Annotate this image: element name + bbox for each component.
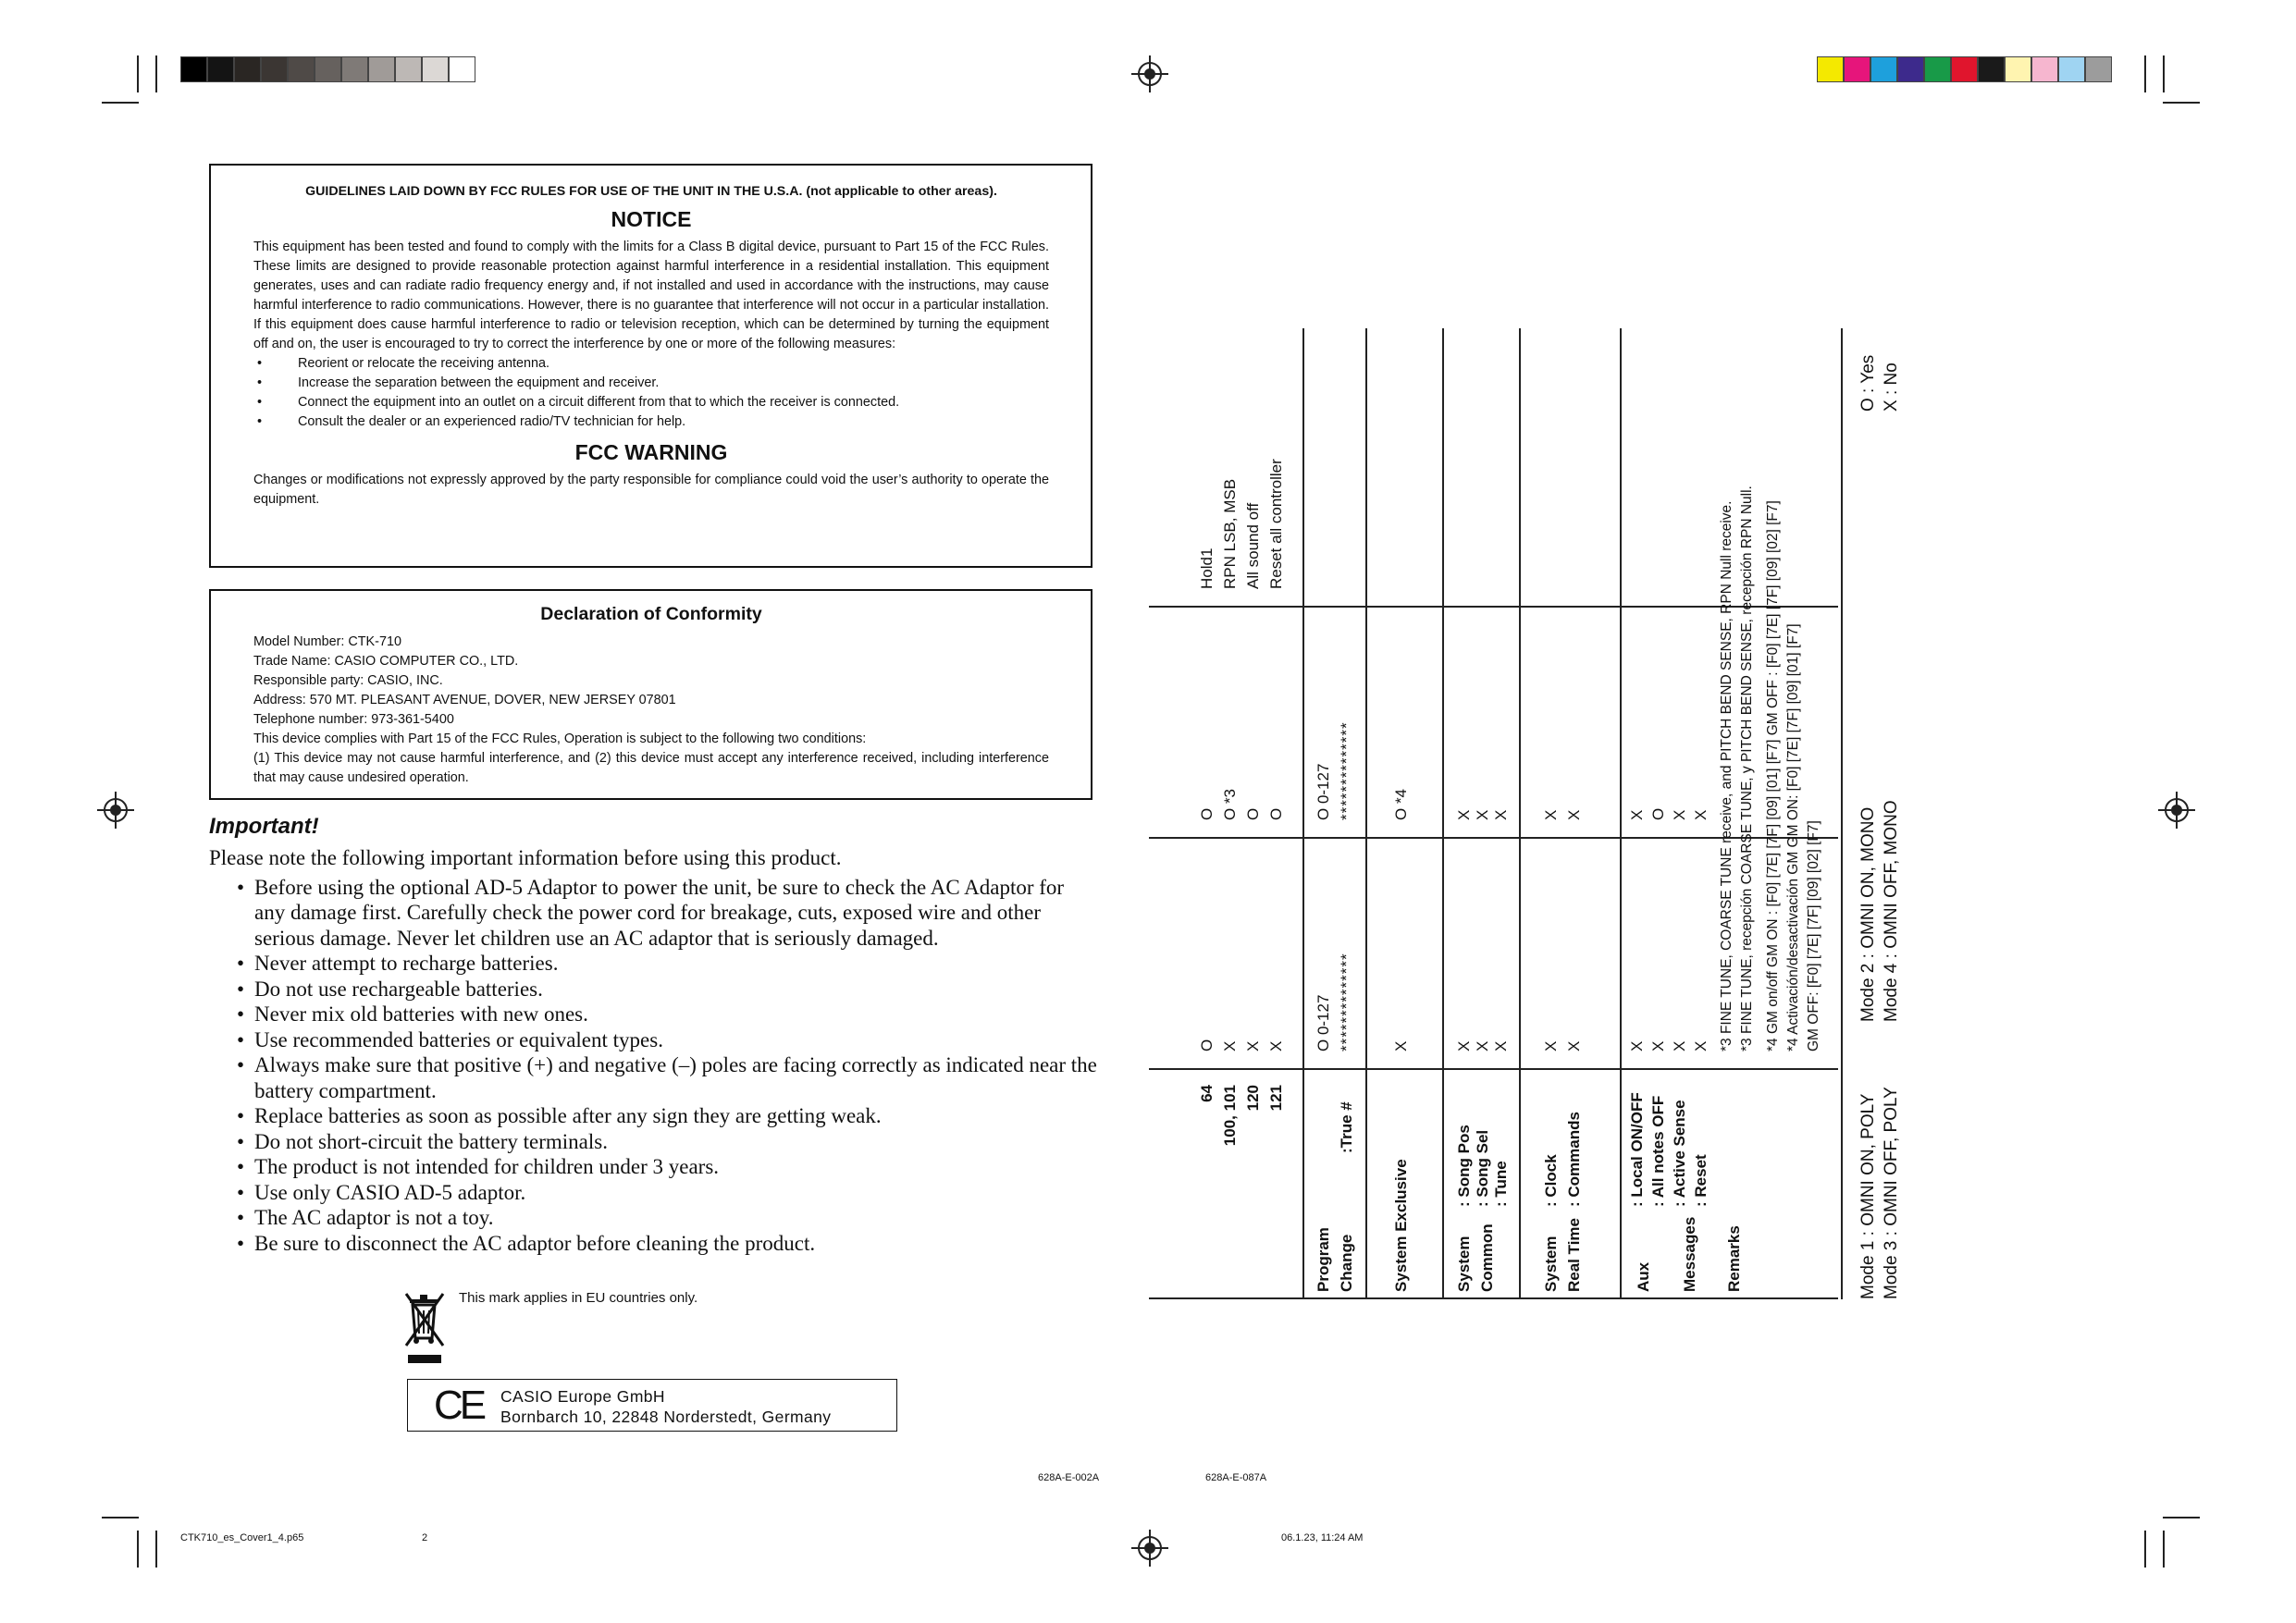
mode-legend: Mode 3 : OMNI OFF, POLY — [1882, 1087, 1901, 1299]
color-swatch — [2058, 56, 2085, 82]
crop-mark — [102, 1517, 139, 1518]
system-real-time-label: Real Time — [1565, 1217, 1583, 1292]
registration-mark-right — [2165, 798, 2189, 822]
program-change-sub: :True # — [1338, 1101, 1355, 1153]
no-legend: X : No — [1882, 363, 1901, 412]
aux-label: Messages — [1681, 1216, 1698, 1292]
fcc-notice-box — [209, 164, 1092, 568]
chart-row-divider — [1841, 328, 1843, 1299]
program-transmitted-range: ************** — [1338, 953, 1355, 1051]
control-remark: Reset all controller — [1267, 459, 1285, 589]
list-item: • Do not short-circuit the battery terminals. — [209, 1129, 1097, 1155]
system-exclusive-label: System Exclusive — [1392, 1159, 1410, 1292]
control-recognized: O — [1267, 807, 1285, 820]
yes-legend: O : Yes — [1858, 354, 1878, 412]
color-swatch — [1817, 56, 1844, 82]
program-transmitted: O 0-127 — [1315, 994, 1332, 1051]
color-swatch — [1897, 56, 1924, 82]
control-remark: Hold1 — [1198, 547, 1216, 589]
control-transmitted: X — [1221, 1040, 1239, 1051]
system-real-time-label: System — [1542, 1236, 1560, 1292]
system-common-recognized: X — [1455, 809, 1473, 820]
program-change-label: Change — [1338, 1234, 1355, 1292]
chart-row-divider — [1365, 328, 1367, 1299]
aux-transmitted: X — [1649, 1040, 1667, 1051]
crop-mark — [2163, 55, 2165, 92]
system-real-time-sub: : Clock — [1542, 1154, 1560, 1207]
system-common-sub: : Song Pos — [1455, 1125, 1473, 1207]
aux-transmitted: X — [1671, 1040, 1688, 1051]
fcc-guidelines-heading: GUIDELINES LAID DOWN BY FCC RULES FOR USE OF THE UNIT IN THE U.S.A. (not applicable to other areas). — [305, 184, 997, 199]
measure-item: • Connect the equipment into an outlet on a circuit different from that to which the receiver is connected. — [253, 393, 1049, 412]
aux-recognized: O — [1649, 807, 1667, 820]
system-real-time-sub: : Commands — [1565, 1112, 1583, 1207]
program-change-label: Program — [1315, 1227, 1332, 1292]
system-common-sub: : Song Sel — [1474, 1129, 1491, 1207]
footer-page-number: 2 — [422, 1532, 428, 1543]
remark-line: *4 GM on/off GM ON : [F0] [7E] [7F] [09] [01] [F7] GM OFF : [F0] [7E] [7F] [09] [02] [F7] — [1765, 500, 1781, 1051]
declaration-conditions: (1) This device may not cause harmful interference, and (2) this device must accept any interference received, including interference that may cause undesired operation. — [253, 751, 1049, 785]
measure-item: • Increase the separation between the equipment and receiver. — [253, 374, 1049, 393]
color-swatch — [2085, 56, 2112, 82]
aux-recognized: X — [1692, 809, 1710, 820]
system-common-recognized: X — [1474, 809, 1491, 820]
crop-mark — [2163, 1531, 2165, 1568]
weee-bin-icon — [404, 1290, 447, 1368]
color-swatch — [234, 56, 261, 82]
chart-row-divider — [1302, 328, 1304, 1299]
aux-sub: : Local ON/OFF — [1628, 1092, 1646, 1207]
control-recognized: O — [1198, 807, 1216, 820]
sysex-recognized: O *4 — [1392, 788, 1410, 820]
crop-mark — [155, 1531, 157, 1568]
system-common-recognized: X — [1492, 809, 1510, 820]
color-swatch — [341, 56, 368, 82]
remark-line: GM OFF: [F0] [7E] [7F] [09] [02] [F7] — [1806, 820, 1821, 1051]
important-title: Important! — [209, 814, 319, 839]
color-swatch — [1844, 56, 1870, 82]
system-common-label: System — [1455, 1236, 1473, 1292]
aux-sub: : Reset — [1692, 1154, 1710, 1207]
measure-item: • Consult the dealer or an experienced radio/TV technician for help. — [253, 412, 1049, 432]
color-swatch — [395, 56, 422, 82]
list-item: • Do not use rechargeable batteries. — [209, 977, 1097, 1002]
program-recognized: O 0-127 — [1315, 763, 1332, 820]
control-number: 64 — [1198, 1085, 1216, 1102]
system-common-label: Common — [1478, 1223, 1496, 1292]
chart-column-divider — [1149, 1068, 1838, 1070]
color-swatch — [368, 56, 395, 82]
system-real-time-recognized: X — [1565, 809, 1583, 820]
list-item: • Never attempt to recharge batteries. — [209, 951, 1097, 977]
registration-mark-bottom — [1138, 1536, 1162, 1560]
color-swatch — [207, 56, 234, 82]
important-section — [209, 814, 1097, 1256]
remarks-label: Remarks — [1725, 1225, 1743, 1292]
aux-sub: : All notes OFF — [1649, 1095, 1667, 1207]
declaration-line: Trade Name: CASIO COMPUTER CO., LTD. — [253, 654, 519, 669]
control-transmitted: O — [1198, 1039, 1216, 1051]
color-swatch — [1870, 56, 1897, 82]
aux-transmitted: X — [1628, 1040, 1646, 1051]
crop-mark — [2144, 55, 2146, 92]
aux-recognized: X — [1671, 809, 1688, 820]
crop-mark — [155, 55, 157, 92]
aux-transmitted: X — [1692, 1040, 1710, 1051]
control-transmitted: X — [1244, 1040, 1262, 1051]
ce-mark: CE — [434, 1383, 484, 1428]
list-item: • Use only CASIO AD-5 adaptor. — [209, 1180, 1097, 1206]
system-real-time-transmitted: X — [1542, 1040, 1560, 1051]
grayscale-color-bar — [180, 56, 475, 82]
control-number: 120 — [1244, 1085, 1262, 1112]
ce-address-line: CASIO Europe GmbH — [500, 1387, 665, 1406]
aux-sub: : Active Sense — [1671, 1100, 1688, 1207]
color-swatch — [2031, 56, 2058, 82]
declaration-of-conformity-box — [209, 589, 1092, 800]
color-swatch — [315, 56, 341, 82]
control-transmitted: X — [1267, 1040, 1285, 1051]
chart-row-divider — [1620, 328, 1622, 1299]
process-color-bar — [1817, 56, 2112, 82]
declaration-line: Telephone number: 973-361-5400 — [253, 712, 454, 727]
ce-manufacturer-box — [407, 1379, 897, 1432]
declaration-line: Responsible party: CASIO, INC. — [253, 673, 443, 688]
measure-item: • Reorient or relocate the receiving antenna. — [253, 354, 1049, 374]
ce-address-line: Bornbarch 10, 22848 Norderstedt, Germany — [500, 1408, 832, 1426]
crop-mark — [102, 102, 139, 104]
control-recognized: O — [1244, 807, 1262, 820]
system-common-transmitted: X — [1492, 1040, 1510, 1051]
system-real-time-recognized: X — [1542, 809, 1560, 820]
declaration-title: Declaration of Conformity — [540, 604, 762, 624]
list-item: • Never mix old batteries with new ones. — [209, 1002, 1097, 1027]
footer-filename: CTK710_es_Cover1_4.p65 — [180, 1532, 304, 1543]
aux-label: Aux — [1635, 1261, 1652, 1292]
footer-timestamp: 06.1.23, 11:24 AM — [1281, 1532, 1364, 1543]
fcc-warning-text: Changes or modifications not expressly approved by the party responsible for compliance could void the user’s authority to operate the equipment. — [253, 473, 1049, 507]
control-remark: All sound off — [1244, 502, 1262, 589]
color-swatch — [1978, 56, 2005, 82]
list-item: • Before using the optional AD-5 Adaptor to power the unit, be sure to check the AC Adaptor for any damage first. Carefully check the power cord for breakage, cuts, exposed wire and other serious damage. Never let children use an AC adaptor that is seriously damaged. — [209, 875, 1097, 952]
mode-legend: Mode 4 : OMNI OFF, MONO — [1882, 800, 1901, 1022]
notice-text: This equipment has been tested and found to comply with the limits for a Class B digital device, pursuant to Part 15 of the FCC Rules. These limits are designed to provide reasonable protection against harmful interference in a residential installation. This equipment generates, uses and can radiate radio frequency energy and, if not installed and used in accordance with the instructions, may cause harmful interference to radio communications. However, there is no guarantee that interference will not occur in a particular installation. If this equipment does cause harmful interference to radio or television reception, which can be determined by turning the equipment off and on, the user is encouraged to try to correct the interference by one or more of the following measures: — [253, 240, 1049, 351]
important-list — [209, 875, 1097, 1257]
eu-mark-note: This mark applies in EU countries only. — [459, 1290, 698, 1306]
system-common-sub: : Tune — [1492, 1161, 1510, 1207]
color-swatch — [1951, 56, 1978, 82]
sysex-transmitted: X — [1392, 1040, 1410, 1051]
registration-mark-left — [104, 798, 128, 822]
control-number: 121 — [1267, 1085, 1285, 1112]
list-item: • The product is not intended for children under 3 years. — [209, 1154, 1097, 1180]
declaration-line: This device complies with Part 15 of the FCC Rules, Operation is subject to the following two conditions: — [253, 732, 867, 746]
system-real-time-transmitted: X — [1565, 1040, 1583, 1051]
important-intro: Please note the following important information before using this product. — [209, 846, 842, 869]
declaration-line: Model Number: CTK-710 — [253, 634, 401, 649]
system-common-transmitted: X — [1455, 1040, 1473, 1051]
program-recognized-range: ************** — [1338, 721, 1355, 820]
control-number: 100, 101 — [1221, 1085, 1239, 1147]
control-remark: RPN LSB, MSB — [1221, 478, 1239, 589]
remark-line: *4 Activación/desactivación GM GM ON: [F0] [7E] [7F] [09] [01] [F7] — [1785, 623, 1801, 1051]
document-code: 628A-E-002A — [1038, 1472, 1100, 1483]
remark-line: *3 FINE TUNE, COARSE TUNE receive, and PITCH BEND SENSE, RPN Null receive. — [1719, 500, 1734, 1051]
control-recognized: O *3 — [1221, 788, 1239, 820]
fcc-warning-title: FCC WARNING — [574, 440, 728, 464]
color-swatch — [261, 56, 288, 82]
declaration-line: Address: 570 MT. PLEASANT AVENUE, DOVER, NEW JERSEY 07801 — [253, 693, 676, 707]
chart-row-divider — [1442, 328, 1444, 1299]
color-swatch — [422, 56, 449, 82]
aux-recognized: X — [1628, 809, 1646, 820]
crop-mark — [2163, 1517, 2200, 1518]
document-code: 628A-E-087A — [1205, 1472, 1267, 1483]
color-swatch — [2005, 56, 2031, 82]
list-item: • Replace batteries as soon as possible after any sign they are getting weak. — [209, 1103, 1097, 1129]
remark-line: *3 FINE TUNE, recepción COARSE TUNE, y PITCH BEND SENSE, recepción RPN Null. — [1739, 486, 1755, 1051]
list-item: • Be sure to disconnect the AC adaptor before cleaning the product. — [209, 1231, 1097, 1257]
midi-implementation-chart — [1149, 328, 1901, 1299]
list-item: • The AC adaptor is not a toy. — [209, 1205, 1097, 1231]
notice-title: NOTICE — [611, 207, 692, 231]
system-common-transmitted: X — [1474, 1040, 1491, 1051]
crop-mark — [2144, 1531, 2146, 1568]
color-swatch — [180, 56, 207, 82]
color-swatch — [288, 56, 315, 82]
crop-mark — [137, 1531, 139, 1568]
registration-mark-top — [1138, 62, 1162, 86]
crop-mark — [2163, 102, 2200, 104]
list-item: • Always make sure that positive (+) and negative (–) poles are facing correctly as indicated near the battery compartment. — [209, 1052, 1097, 1103]
crop-mark — [137, 55, 139, 92]
color-swatch — [1924, 56, 1951, 82]
color-swatch — [449, 56, 475, 82]
mode-legend: Mode 2 : OMNI ON, MONO — [1858, 806, 1878, 1022]
chart-row-divider — [1519, 328, 1521, 1299]
list-item: • Use recommended batteries or equivalent types. — [209, 1027, 1097, 1053]
mode-legend: Mode 1 : OMNI ON, POLY — [1858, 1093, 1878, 1299]
